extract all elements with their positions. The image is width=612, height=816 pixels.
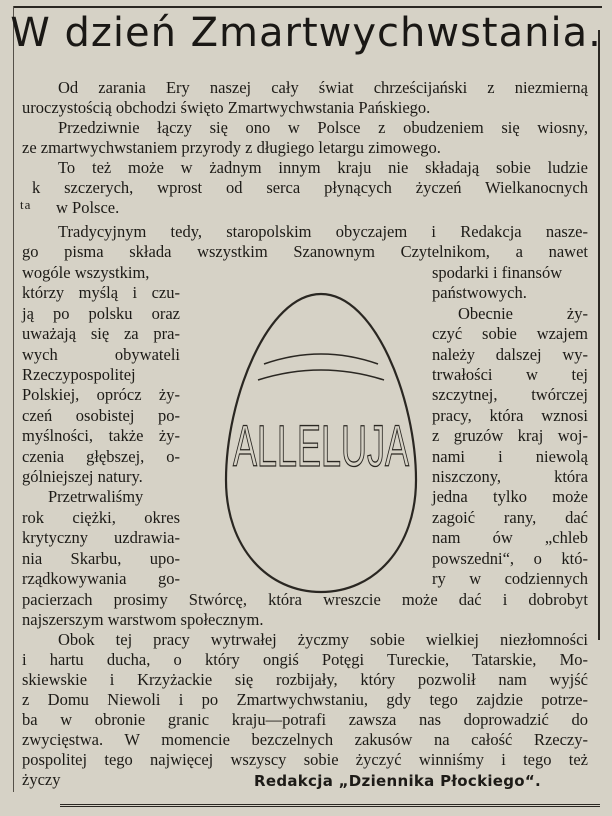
text-line: ry w codziennych	[432, 569, 588, 589]
text-line: czeń osobistej po-	[22, 405, 180, 425]
bottom-rule	[60, 804, 600, 807]
paragraph-2	[22, 118, 588, 158]
text-line: z gruzów kraj woj-	[432, 426, 588, 446]
top-rule	[14, 6, 602, 8]
marginal-mark: ta	[20, 197, 32, 212]
right-rule	[598, 30, 600, 640]
signature: Redakcja „Dziennika Płockiego“.	[254, 772, 542, 790]
text-line: zwycięstwa. W momencie bezczelnych zakusów na całość Rzeczy-	[22, 730, 588, 749]
text-line: z Domu Niewoli i po Zmartwychwstaniu, gdy tego zajdzie potrze-	[22, 690, 588, 709]
text-line: Rzeczypospolitej	[22, 365, 136, 385]
text-line: Przetrwaliśmy	[48, 487, 144, 507]
text-line: Obecnie ży-	[458, 303, 588, 323]
text-line: czyć sobie wzajem	[432, 324, 588, 344]
text-line: powszedni“, o któ-	[432, 548, 588, 568]
text-line: gólniejszej natury.	[22, 467, 143, 487]
text-line: czenia głębszej, o-	[22, 446, 180, 466]
text-line: i hartu ducha, o który ongiś Potęgi Tureckie, Tatarskie, Mo-	[22, 650, 588, 669]
text-line: Przedziwnie łączy się ono w Polsce z obudzeniem się wiosny,	[58, 118, 588, 137]
text-line: najszerszym warstwom społecznym.	[22, 610, 264, 629]
text-line: uważają się za pra-	[22, 324, 180, 344]
text-line: ją po polsku oraz	[22, 303, 180, 323]
text-line: pacierzach prosimy Stwórcę, która wreszcie może dać i dobrobyt	[22, 590, 588, 609]
text-line: zagoić rany, dać	[432, 507, 588, 527]
paragraph-4	[22, 222, 588, 262]
egg-inscription: ALLELUJA	[233, 414, 410, 479]
text-line: którzy myślą i czu-	[22, 283, 180, 303]
paragraph-1	[22, 78, 588, 118]
text-line: ba w obronie granic kraju—potrafi zawsza nas doprowadzić do	[22, 710, 588, 729]
text-line: Tradycyjnym tedy, staropolskim obyczajem i Redakcja nasze-	[58, 222, 588, 241]
text-line: nam ów „chleb	[432, 528, 588, 548]
egg-band-bottom	[258, 370, 384, 380]
text-line: Polskiej, oprócz ży-	[22, 385, 180, 405]
text-line: spodarki i finansów	[432, 263, 563, 282]
text-line: k szczerych, wprost od serca płynących życzeń Wielkanocnych	[32, 178, 588, 197]
text-line: wogóle wszystkim,	[22, 263, 150, 282]
paragraph-6	[22, 630, 588, 790]
text-line: nami i niewolą	[432, 446, 588, 466]
text-line: krytyczny uzdrawia-	[22, 528, 180, 548]
paragraph-5	[22, 590, 588, 630]
text-line: Od zarania Ery naszej cały świat chrześcijański z niezmierną	[58, 78, 588, 97]
text-line: ze zmartwychwstaniem przyrody z długiego letargu zimowego.	[22, 138, 441, 157]
egg-band-top	[264, 354, 378, 364]
text-line: pracy, która wznosi	[432, 405, 588, 425]
text-line: jedna tylko może	[432, 487, 588, 507]
paragraph-3	[22, 158, 588, 218]
text-line: uroczystością obchodzi święto Zmartwychwstania Pańskiego.	[22, 98, 431, 117]
text-line: w Polsce.	[56, 198, 120, 217]
text-line: niszczony, która	[432, 467, 588, 487]
easter-egg-illustration	[222, 290, 420, 596]
text-line: życzy	[22, 770, 61, 789]
text-line: szczytnej, twórczej	[432, 385, 588, 405]
text-line: nia Skarbu, upo-	[22, 548, 180, 568]
text-line: go pisma składa wszystkim Szanownym Czytelnikom, a nawet	[22, 242, 588, 261]
left-rule	[13, 6, 14, 792]
text-line: państwowych.	[432, 283, 527, 303]
text-line: wych obywateli	[22, 344, 180, 364]
article-title: W dzień Zmartwychwstania.	[10, 10, 602, 56]
left-column	[22, 263, 180, 590]
text-line: rządkowywania go-	[22, 569, 180, 589]
text-line: myślności, także ży-	[22, 426, 180, 446]
text-line: rok ciężki, okres	[22, 507, 180, 527]
text-line: trwałości w tej	[432, 365, 588, 385]
text-line: Obok tej pracy wytrwałej życzmy sobie wielkiej niezłomności	[58, 630, 588, 649]
text-line: skiewskie i Krzyżackie się rozbijały, który pozwolił nam wyjść	[22, 670, 588, 689]
text-line: To też może w żadnym innym kraju nie składają sobie ludzie	[58, 158, 588, 177]
text-line: należy dalszej wy-	[432, 344, 588, 364]
right-column	[432, 263, 588, 590]
text-line: pospolitej tego najwięcej wszyscy sobie życzyć winniśmy i tego też	[22, 750, 588, 769]
